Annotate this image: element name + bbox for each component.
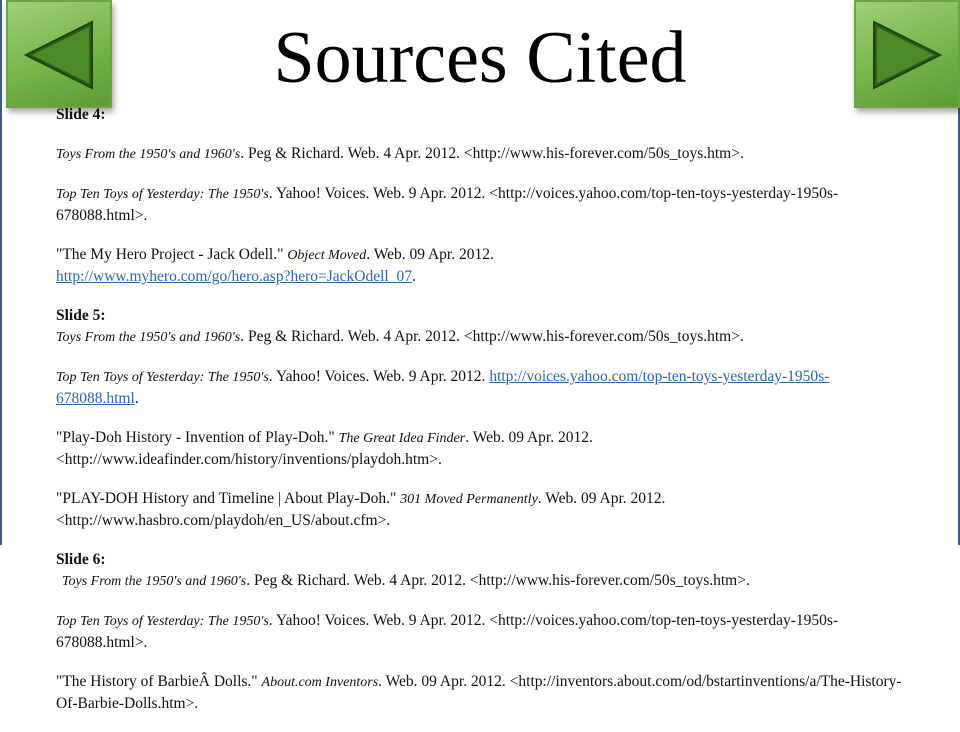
citation: Toys From the 1950's and 1960's. Peg & Richard. Web. 4 Apr. 2012. <http://www.his-forever.com/50s_toys.htm>. bbox=[62, 572, 750, 589]
page-title: Sources Cited bbox=[273, 17, 687, 99]
citation: "The History of BarbieÂ Dolls." About.com Inventors. Web. 09 Apr. 2012. <http://inventors.about.com/od/bstartinventions/a/The-History-Of-Barbie-Dolls.htm>. bbox=[56, 673, 902, 712]
citation: Top Ten Toys of Yesterday: The 1950's. Yahoo! Voices. Web. 9 Apr. 2012. <http://voices.yahoo.com/top-ten-toys-yesterday-1950s-678088.html>. bbox=[56, 185, 839, 224]
citation-link[interactable]: http://www.myhero.com/go/hero.asp?hero=JackOdell_07 bbox=[56, 268, 412, 285]
citation: Top Ten Toys of Yesterday: The 1950's. Yahoo! Voices. Web. 9 Apr. 2012. http://voices.yahoo.com/top-ten-toys-yesterday-1950s-678088.html. bbox=[56, 368, 830, 407]
citation: Top Ten Toys of Yesterday: The 1950's. Yahoo! Voices. Web. 9 Apr. 2012. <http://voices.yahoo.com/top-ten-toys-yesterday-1950s-678088.html>. bbox=[56, 612, 839, 651]
citation: Toys From the 1950's and 1960's. Peg & Richard. Web. 4 Apr. 2012. <http://www.his-forever.com/50s_toys.htm>. bbox=[56, 145, 744, 162]
citation-link[interactable]: http://voices.yahoo.com/top-ten-toys-yesterday-1950s-678088.html bbox=[56, 368, 830, 407]
citation: "PLAY-DOH History and Timeline | About Play-Doh." 301 Moved Permanently. Web. 09 Apr. 2012. <http://www.hasbro.com/playdoh/en_US/about.cfm>. bbox=[56, 490, 666, 529]
section-heading: Slide 5: bbox=[56, 307, 106, 324]
citation: Toys From the 1950's and 1960's. Peg & Richard. Web. 4 Apr. 2012. <http://www.his-forever.com/50s_toys.htm>. bbox=[56, 328, 744, 345]
citation: "The My Hero Project - Jack Odell." Object Moved. Web. 09 Apr. 2012. http://www.myhero.com/go/hero.asp?hero=JackOdell_07. bbox=[56, 246, 494, 285]
section-heading: Slide 4: bbox=[56, 106, 106, 123]
citation: "Play-Doh History - Invention of Play-Doh." The Great Idea Finder. Web. 09 Apr. 2012. <http://www.ideafinder.com/history/inventions/playdoh.htm>. bbox=[56, 429, 593, 468]
citations-list bbox=[56, 104, 906, 732]
section-heading: Slide 6: bbox=[56, 551, 106, 568]
